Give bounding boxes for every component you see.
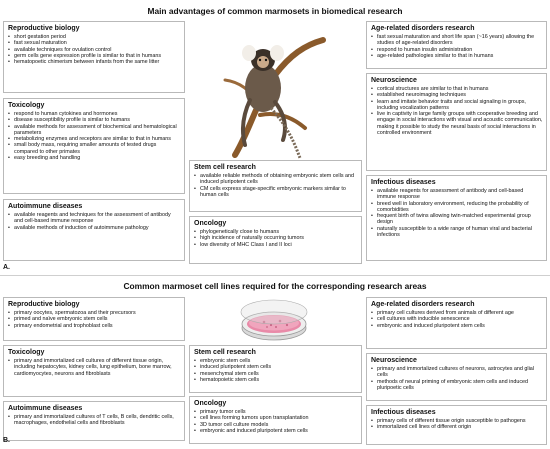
list-item: • hematopoetic chimerism between infants from the same litter [8,59,181,65]
list-item: • embryonic and induced pluripotent stem cells [194,428,358,434]
box-title: Infectious diseases [371,409,436,416]
petri-dish-illustration [238,298,310,344]
list-item: • respond to human insulin administration [371,47,543,53]
list-item: • primary oocytes, spermatozoa and their precursors [8,310,181,316]
list-item: • embryonic and induced pluripotent stem cells [371,323,543,329]
list-item: • available techniques for ovulation control [8,47,181,53]
b-oncology-box [189,396,362,444]
list-item: • metabolizing enzymes and receptors are similar to that in humans [8,136,181,142]
list-item: • established neuroimaging techniques [371,92,543,98]
box-title: Reproductive biology [8,301,80,308]
box-title: Age-related disorders research [371,301,475,308]
list-item: • embryonic stem cells [194,358,358,364]
b-autoimmune-box [3,401,185,441]
list-item: • short gestation period [8,34,181,40]
b-toxicology-box [3,345,185,397]
list-item: • primary and immortalized cultures of T cells, B cells, dendritic cells, macrophages, endothelial cells and fibroblasts [8,414,181,427]
a-age-box [366,21,547,69]
a-neuro-box [366,73,547,171]
a-reproductive-box [3,21,185,93]
box-title: Stem cell research [194,164,256,171]
box-list [194,409,358,434]
box-list [8,111,181,161]
box-list [194,358,358,383]
list-item: • frequent birth of twins allowing twin-matched experimental group design [371,213,543,226]
list-item: • age-related pathologies similar to that in humans [371,53,543,59]
box-list [371,188,543,238]
list-item: • available methods of induction of autoimmune pathology [8,225,181,231]
a-toxicology-box [3,98,185,194]
box-title: Infectious diseases [371,179,436,186]
list-item: • cell lines forming tumors upon transplantation [194,415,358,421]
list-item: • primary cell cultures derived from animals of different age [371,310,543,316]
b-infectious-box [366,405,547,445]
box-title: Autoimmune diseases [8,405,83,412]
list-item: • phylogenetically close to humans [194,229,358,235]
box-list [8,414,181,427]
list-item: • cortical structures are similar to that in humans [371,86,543,92]
list-item: • methods of neural priming of embryonic stem cells and induced pluripoetic cells [371,379,543,392]
list-item: • high incidence of naturally occurring tumors [194,235,358,241]
a-oncology-box [189,216,362,264]
list-item: • easy breeding and handling [8,155,181,161]
box-list [8,358,181,377]
box-list [371,366,543,391]
b-reproductive-box [3,297,185,341]
box-list [371,418,543,431]
list-item: • fast sexual maturation [8,40,181,46]
list-item: • germ cells gene expression profile is similar to that in humans [8,53,181,59]
list-item: • low diversity of MHC Class I and II loci [194,242,358,248]
b-age-box [366,297,547,349]
a-infectious-box [366,175,547,261]
panel-divider [0,275,550,276]
b-stem-box [189,345,362,393]
box-title: Reproductive biology [8,25,80,32]
box-title: Neuroscience [371,77,417,84]
list-item: • available reagents and techniques for the assessment of antibody and cell-based immune response [8,212,181,225]
box-title: Neuroscience [371,357,417,364]
a-stem-box [189,160,362,212]
box-list [194,173,358,198]
list-item: • cell cultures with inducible senescence [371,316,543,322]
list-item: • naturally susceptible to a wide range of human viral and bacterial infections [371,226,543,239]
list-item: • primary and immortalized cell cultures of different tissue origin, including hepatocytes, kidney cells, lung epithelium, bone marrow, cardiomyocytes, neurons and fibroblasts [8,358,181,377]
b-neuro-box [366,353,547,401]
list-item: • immortalized cell lines of different origin [371,424,543,430]
list-item: • small body mass, requiring smaller amounts of tested drugs compared to other primates [8,142,181,155]
list-item: • mesenchymal stem cells [194,371,358,377]
box-list [371,34,543,59]
panel-a-letter: A. [3,264,10,271]
list-item: • available reagents for assessment of antibody and cell-based immune response [371,188,543,201]
list-item: • fast sexual maturation and short life span (~16 years) allowing the studies of age-related disorders [371,34,543,47]
box-title: Toxicology [8,102,45,109]
list-item: • available methods for assessment of biochemical and hematological parameters [8,124,181,137]
panel-b-title: Common marmoset cell lines required for the corresponding research areas [123,281,427,291]
a-autoimmune-box [3,199,185,261]
box-list [371,86,543,136]
box-title: Oncology [194,220,227,227]
box-list [371,310,543,329]
list-item: • disease susceptibility profile is similar to humans [8,117,181,123]
box-title: Age-related disorders research [371,25,475,32]
box-title: Autoimmune diseases [8,203,83,210]
box-list [8,34,181,65]
box-list [8,310,181,329]
panel-b-letter: B. [3,437,10,444]
list-item: • 3D tumor cell culture models [194,422,358,428]
marmoset-illustration [205,20,330,160]
list-item: • induced pluripotent stem cells [194,364,358,370]
box-list [8,212,181,231]
list-item: • breed well in laboratory environment, reducing the probability of comorbidities [371,201,543,214]
list-item: • primed and naïve embryonic stem cells [8,316,181,322]
list-item: • primary cells of different tissue origin susceptible to pathogens [371,418,543,424]
list-item: • respond to human cytokines and hormones [8,111,181,117]
list-item: • CM cells express stage-specific embryonic markers similar to human cells [194,186,358,199]
list-item: • learn and imitate behavior traits and social signaling in groups, including vocalization patterns [371,99,543,112]
box-title: Oncology [194,400,227,407]
list-item: • hematopoietic stem cells [194,377,358,383]
box-title: Toxicology [8,349,45,356]
panel-a-title: Main advantages of common marmosets in biomedical research [147,6,403,16]
list-item: • primary tumor cells [194,409,358,415]
box-title: Stem cell research [194,349,256,356]
list-item: • primary and immortalized cultures of neurons, astrocytes and glial cells [371,366,543,379]
list-item: • primary endometrial and trophoblast cells [8,323,181,329]
list-item: • available reliable methods of obtaining embryonic stem cells and induced pluripotent cells [194,173,358,186]
box-list [194,229,358,248]
list-item: • live in captivity in large family groups with cooperative breeding and engage in social interactions with visual and acoustic communication, making it possible to study the neural basis of social interactions in controlled environment [371,111,543,136]
